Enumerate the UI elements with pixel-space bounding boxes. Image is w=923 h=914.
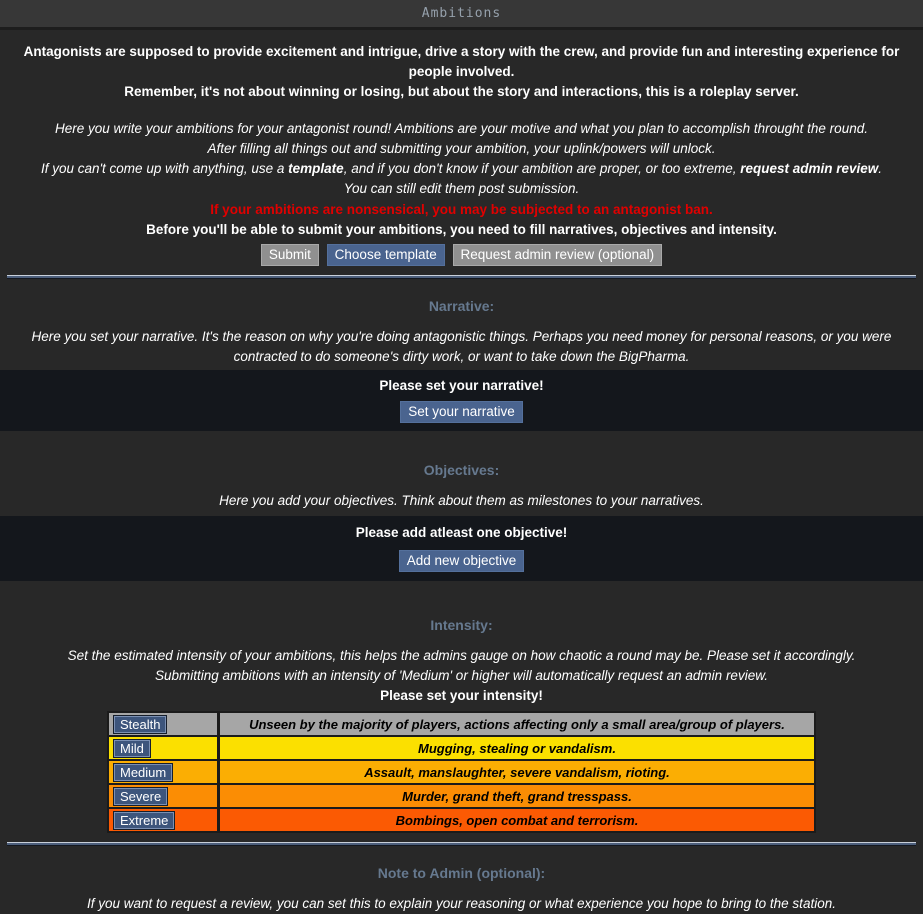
spacer — [0, 431, 923, 443]
note-to-admin-section — [0, 865, 923, 914]
narrative-description: Here you set your narrative. It's the reason on why you're doing antagonistic things. Perhaps you need money for personal reasons, or you were contracted to do someone's dirty work, or want to take down the BigPharma. — [31, 329, 892, 364]
intro-italic-line-2: After filling all things out and submitting your ambition, your uplink/powers will unlock. — [207, 141, 716, 156]
intensity-label-cell — [109, 809, 217, 831]
intro-button-row — [2, 244, 921, 266]
note-header: Note to Admin (optional): — [377, 865, 546, 881]
intensity-prompt: Please set your intensity! — [380, 688, 543, 703]
template-line-bold-template: template — [288, 161, 344, 176]
note-description: If you want to request a review, you can set this to explain your reasoning or what experience you hope to bring to the station. — [87, 896, 836, 911]
intro-template-line — [2, 159, 921, 179]
intensity-row-stealth — [109, 713, 814, 735]
objectives-status-band — [0, 516, 923, 581]
intensity-label-cell — [109, 737, 217, 759]
set-narrative-button[interactable]: Set your narrative — [400, 401, 523, 423]
intensity-desc-cell: Assault, manslaughter, severe vandalism, rioting. — [220, 761, 814, 783]
intro-bold-paragraph — [4, 42, 919, 102]
intensity-severe-button[interactable]: Severe — [113, 787, 168, 806]
add-objective-button[interactable]: Add new objective — [399, 550, 525, 572]
intensity-description-line-2: Submitting ambitions with an intensity of 'Medium' or higher will automatically request an admin review. — [155, 668, 768, 683]
intro-instructions — [0, 119, 923, 266]
spacer — [0, 581, 923, 593]
antagonist-ban-warning: If your ambitions are nonsensical, you may be subjected to an antagonist ban. — [210, 202, 713, 217]
submit-button[interactable]: Submit — [261, 244, 319, 266]
submit-requirement-text: Before you'll be able to submit your ambitions, you need to fill narratives, objectives and intensity. — [146, 222, 777, 237]
window-title: Ambitions — [421, 6, 502, 21]
intensity-mild-button[interactable]: Mild — [113, 739, 151, 758]
intensity-row-severe — [109, 785, 814, 807]
objectives-header: Objectives: — [423, 462, 500, 478]
objectives-description: Here you add your objectives. Think about them as milestones to your narratives. — [219, 493, 704, 508]
intensity-label-cell — [109, 761, 217, 783]
choose-template-button[interactable]: Choose template — [327, 244, 445, 266]
intensity-table — [107, 711, 816, 833]
intensity-section — [0, 617, 923, 833]
intro-italic-line-4: You can still edit them post submission. — [343, 181, 580, 196]
intensity-desc-cell: Mugging, stealing or vandalism. — [220, 737, 814, 759]
intensity-description-line-1: Set the estimated intensity of your ambitions, this helps the admins gauge on how chaotic a round may be. Please set it accordingly. — [67, 648, 856, 663]
objectives-section — [0, 462, 923, 581]
intensity-desc-cell: Unseen by the majority of players, actions affecting only a small area/group of players. — [220, 713, 814, 735]
intro-italic-line-1: Here you write your ambitions for your antagonist round! Ambitions are your motive and what you plan to accomplish throught the round. — [55, 121, 868, 136]
narrative-section — [0, 298, 923, 431]
intensity-desc-cell: Murder, grand theft, grand tresspass. — [220, 785, 814, 807]
intensity-row-medium — [109, 761, 814, 783]
narrative-prompt: Please set your narrative! — [379, 378, 544, 393]
intensity-header: Intensity: — [430, 617, 493, 633]
intensity-desc-cell: Bombings, open combat and terrorism. — [220, 809, 814, 831]
template-line-post: . — [878, 161, 883, 176]
intro-bold-line-2: Remember, it's not about winning or losing, but about the story and interactions, this is a roleplay server. — [124, 84, 799, 99]
template-line-bold-review: request admin review — [740, 161, 879, 176]
intensity-label-cell — [109, 713, 217, 735]
window-titlebar[interactable] — [0, 0, 923, 30]
intensity-row-extreme — [109, 809, 814, 831]
intensity-row-mild — [109, 737, 814, 759]
intensity-stealth-button[interactable]: Stealth — [113, 715, 167, 734]
template-line-mid: , and if you don't know if your ambition are proper, or too extreme, — [343, 161, 741, 176]
section-divider-bottom — [7, 842, 916, 846]
request-admin-review-button[interactable]: Request admin review (optional) — [453, 244, 663, 266]
objectives-prompt: Please add atleast one objective! — [355, 525, 568, 540]
intensity-medium-button[interactable]: Medium — [113, 763, 173, 782]
intro-bold-line-1: Antagonists are supposed to provide excitement and intrigue, drive a story with the crew, and provide fun and interesting experience for people involved. — [23, 44, 900, 79]
narrative-status-band — [0, 370, 923, 431]
section-divider-top — [7, 275, 916, 279]
narrative-header: Narrative: — [428, 298, 495, 314]
template-line-pre: If you can't come up with anything, use a — [40, 161, 289, 176]
intensity-extreme-button[interactable]: Extreme — [113, 811, 175, 830]
intensity-label-cell — [109, 785, 217, 807]
